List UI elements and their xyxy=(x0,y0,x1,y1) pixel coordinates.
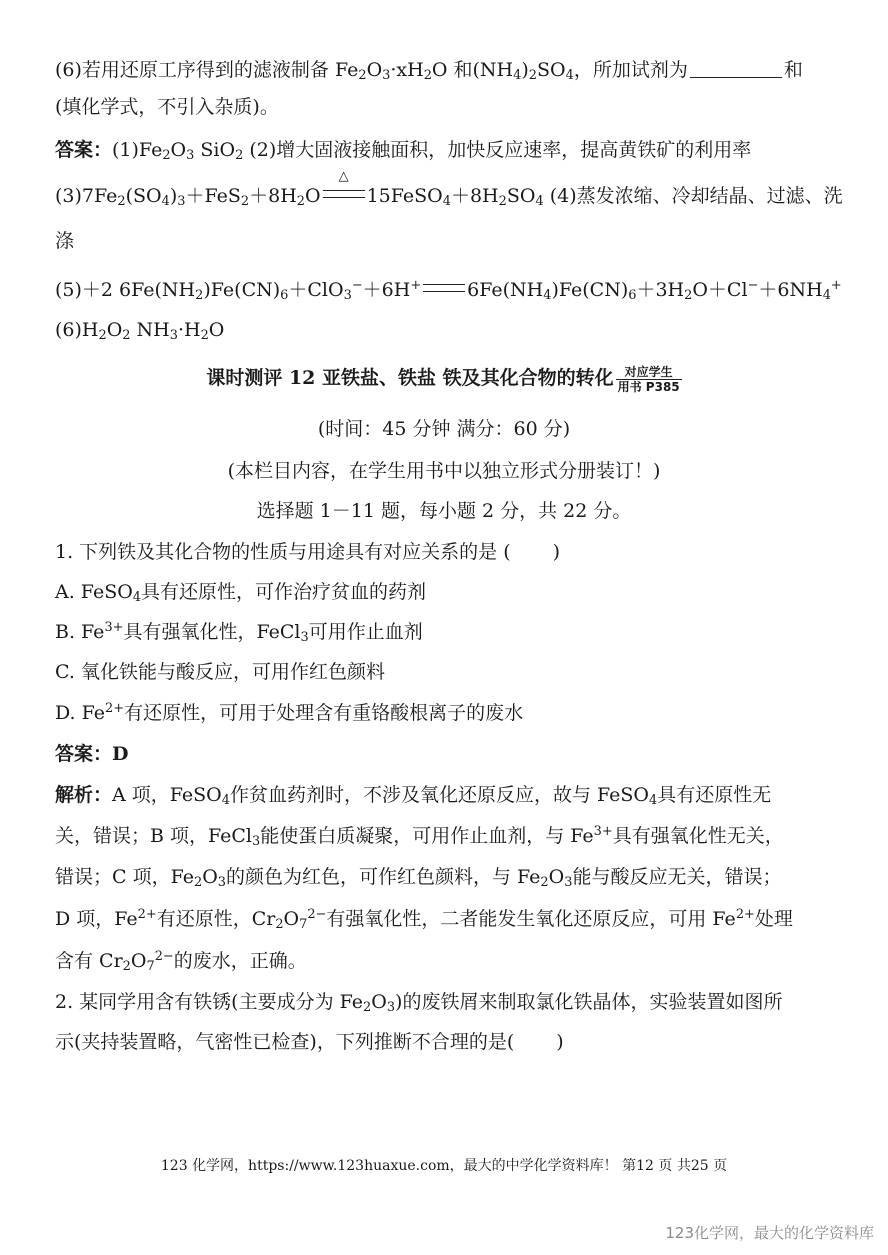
analysis-line-4: D 项，$Fe^{2+}$有还原性，$Cr_2O_7^{2-}$有强氧化性，二者能发生氧化还原反应，可用 $Fe^{2+}$处理 xyxy=(55,906,793,933)
q1-option-a: A. FeSO$_4$具有还原性，可作治疗贫血的药剂 xyxy=(55,581,427,606)
binding-note: (本栏目内容，在学生用书中以独立形式分册装订！) xyxy=(227,460,661,482)
answer-5: (5)＋2 $6Fe(NH_2)Fe(CN)_6+ClO_3^-+6H^+$ $6Fe(NH_4)Fe(CN)_6+3H_2O+Cl^-+6NH_4^+$ xyxy=(55,277,842,304)
analysis-line-3: 错误；C 项，$Fe_2O_3$的颜色为红色，可作红色颜料，与 $Fe_2O_3$能与酸反应无关，错误； xyxy=(55,866,782,891)
student-book-reference: 对应学生 用书 P385 xyxy=(617,364,680,394)
analysis-line-2: 关，错误；B 项，FeCl$_3$能使蛋白质凝聚，可用作止血剂，与 $Fe^{3+}$具有强氧化性无关， xyxy=(55,823,784,850)
answer-6: $(6)H_2O_2$ $NH_3\cdot H_2O$ xyxy=(55,319,225,344)
q1-stem: 1. 下列铁及其化合物的性质与用途具有对应关系的是 ( ) xyxy=(55,541,561,563)
analysis-line-1: 解析：A 项，FeSO$_4$作贫血药剂时，不涉及氧化还原反应，故与 FeSO$_4$具有还原性无 xyxy=(55,784,772,809)
analysis-line-5: 含有 $Cr_2O_7^{2-}$的废水，正确。 xyxy=(55,948,307,975)
watermark: 123化学网，最大的化学资料库 xyxy=(665,1224,874,1242)
answer-blank[interactable] xyxy=(690,57,782,78)
page-footer: 123 化学网，https://www.123huaxue.com，最大的中学化学资料库！ 第12 页 共25 页 xyxy=(160,1158,728,1174)
equals-sign xyxy=(421,276,467,304)
q1-answer: 答案：D xyxy=(55,743,129,765)
q2-line-2: 示(夹持装置略，气密性已检查)，下列推断不合理的是( ) xyxy=(55,1031,564,1053)
instructions: 选择题 1－11 题，每小题 2 分，共 22 分。 xyxy=(256,500,632,522)
answer-4-cont: 涤 xyxy=(55,230,75,252)
q1-option-c: C. 氧化铁能与酸反应，可用作红色颜料 xyxy=(55,661,385,683)
section-title: 课时测评 12 亚铁盐、铁盐 铁及其化合物的转化 对应学生 用书 P385 xyxy=(206,364,680,394)
q6-line-1: (6)若用还原工序得到的滤液制备 $Fe_2O_3\cdot xH_2O$ 和$(NH_4)_2SO_4$，所加试剂为 和 xyxy=(55,59,803,84)
answer-3-4: $(3)7Fe_2(SO_4)_3+FeS_2+8H_2O$ △ $15FeSO_4+8H_2SO_4$ (4)蒸发浓缩、冷却结晶、过滤、洗 xyxy=(55,169,843,210)
q1-option-d: D. $Fe^{2+}$有还原性，可用于处理含有重铬酸根离子的废水 xyxy=(55,700,524,724)
time-and-score: (时间：45 分钟 满分：60 分) xyxy=(317,418,571,440)
heat-equals-sign: △ xyxy=(321,182,367,210)
answer-1-2: 答案：$(1)Fe_2O_3$ SiO$_2$ (2)增大固液接触面积，加快反应速率，提高黄铁矿的利用率 xyxy=(55,139,752,164)
q2-line-1: 2. 某同学用含有铁锈(主要成分为 $Fe_2O_3$)的废铁屑来制取氯化铁晶体，实验装置如图所 xyxy=(55,991,783,1016)
q1-option-b: B. $Fe^{3+}$具有强氧化性，FeCl$_3$可用作止血剂 xyxy=(55,619,423,646)
q6-line-2: (填化学式，不引入杂质)。 xyxy=(55,96,279,118)
